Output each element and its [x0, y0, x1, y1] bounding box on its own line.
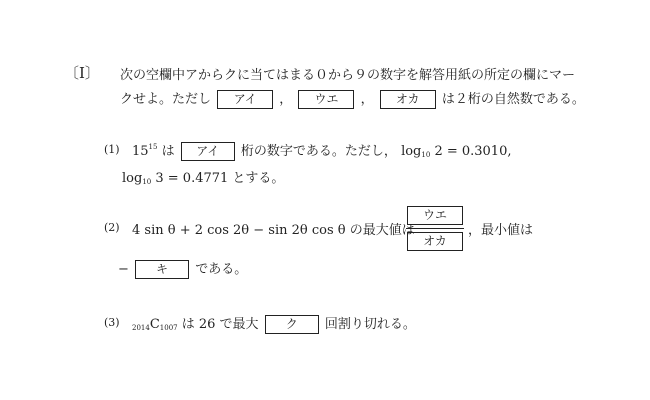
- log-head: log: [401, 144, 422, 159]
- question-number-1: (1): [104, 143, 120, 156]
- question-number-3: (3): [104, 316, 120, 329]
- max-value-fraction: [406, 206, 464, 251]
- instruction-line-2: [120, 88, 585, 109]
- log-base: 10: [142, 178, 152, 186]
- section-bracket: 〔Ⅰ〕: [64, 64, 100, 82]
- answer-box-ai: アイ: [217, 90, 273, 109]
- answer-box-ue: ウエ: [298, 90, 354, 109]
- question-text: 回割り切れる。: [324, 317, 416, 332]
- fraction-bar: [406, 228, 464, 229]
- question-2-line-2: [118, 258, 247, 279]
- question-text: は: [161, 144, 175, 159]
- log-value: 2 = 0.3010,: [434, 144, 512, 159]
- log-base: 10: [421, 151, 431, 159]
- combination-r: 1007: [159, 324, 178, 332]
- minus-sign: −: [118, 262, 129, 277]
- answer-box-ue: ウエ: [407, 206, 463, 225]
- question-1-line-1: [132, 140, 512, 161]
- log-value: 3 = 0.4771 とする。: [155, 171, 285, 186]
- comma: ，: [360, 92, 374, 107]
- answer-box-ku: ク: [265, 315, 319, 334]
- combination-c: C: [149, 317, 160, 332]
- combination-n: 2014: [132, 324, 150, 332]
- question-1-line-2: [122, 167, 284, 186]
- instruction-text: は２桁の自然数である。: [441, 92, 585, 107]
- log-head: log: [122, 171, 143, 186]
- question-text: 桁の数字である。ただし，: [240, 144, 397, 159]
- answer-box-oka: オカ: [380, 90, 436, 109]
- question-text: は 26 で最大: [181, 317, 259, 332]
- question-number-2: (2): [104, 221, 120, 234]
- answer-box-oka: オカ: [407, 232, 463, 251]
- comma: ，: [279, 92, 293, 107]
- question-2-tail: ，最小値は: [468, 223, 534, 238]
- answer-box-ki: キ: [135, 260, 189, 279]
- instruction-text: クせよ。ただし: [120, 92, 212, 107]
- answer-box-ai: アイ: [181, 142, 235, 161]
- question-2-expression: 4 sin θ + 2 cos 2θ − sin 2θ cos θ の最大値は: [132, 223, 415, 238]
- question-3-line: [132, 313, 416, 334]
- power-exponent: 15: [148, 143, 158, 151]
- question-text: である。: [195, 262, 248, 277]
- instruction-line-1: 次の空欄中アからクに当てはまる０から９の数字を解答用紙の所定の欄にマー: [120, 68, 576, 83]
- power-base: 15: [132, 144, 149, 159]
